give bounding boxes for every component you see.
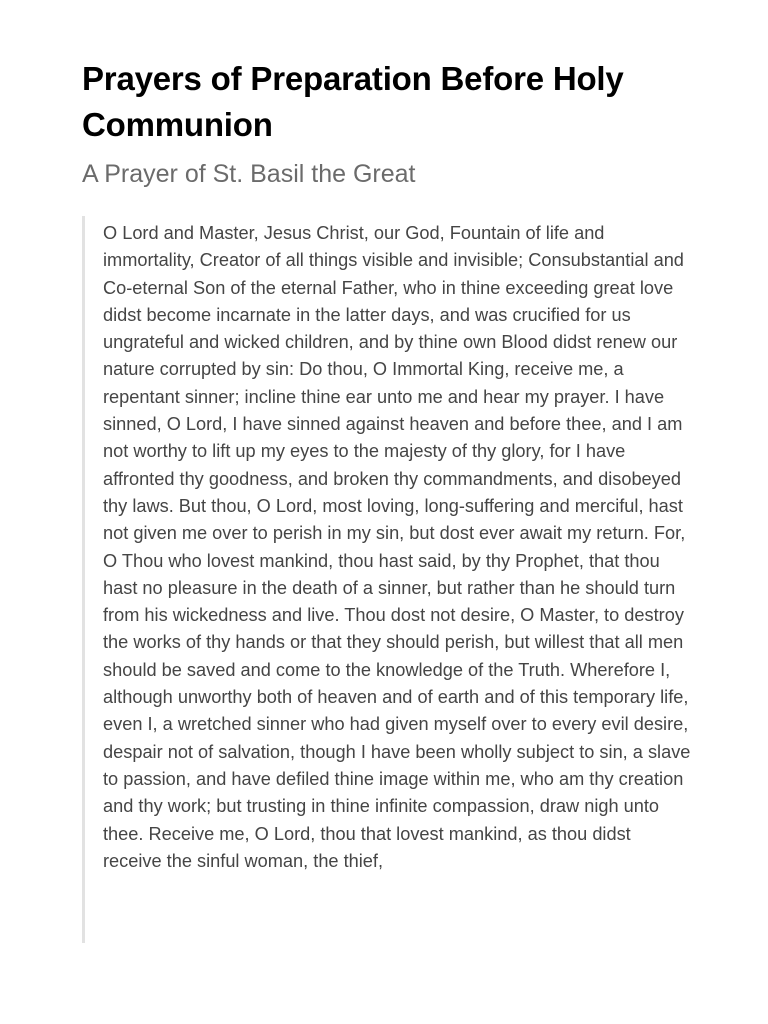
prayer-blockquote xyxy=(82,216,692,943)
prayer-subtitle: A Prayer of St. Basil the Great xyxy=(82,160,416,188)
document-page xyxy=(82,56,692,943)
prayer-text: O Lord and Master, Jesus Christ, our God, Fountain of life and immortality, Creator of all things visible and invisible; Consubstantial and Co-eternal Son of the eternal Father, who in thine exceeding great love didst become incarnate in the latter days, and was crucified for us ungrateful and wicked children, and by thine own Blood didst renew our nature corrupted by sin: Do thou, O Immortal King, receive me, a repentant sinner; incline thine ear unto me and hear my prayer. I have sinned, O Lord, I have sinned against heaven and before thee, and I am not worthy to lift up my eyes to the majesty of thy glory, for I have affronted thy goodness, and broken thy commandments, and disobeyed thy laws. But thou, O Lord, most loving, long-suffering and merciful, hast not given me over to perish in my sin, but dost ever await my return. For, O Thou who lovest mankind, thou hast said, by thy Prophet, that thou hast no pleasure in the death of a sinner, but rather than he should turn from his wickedness and live. Thou dost not desire, O Master, to destroy the works of thy hands or that they should perish, but willest that all men should be saved and come to the knowledge of the Truth. Wherefore I, although unworthy both of heaven and of earth and of this temporary life, even I, a wretched sinner who had given myself over to every evil desire, despair not of salvation, though I have been wholly subject to sin, a slave to passion, and have defiled thine image within me, who am thy creation and thy work; but trusting in thine infinite compassion, draw nigh unto thee. Receive me, O Lord, thou that lovest mankind, as thou didst receive the sinful woman, the thief, xyxy=(103,223,691,871)
page-title: Prayers of Preparation Before Holy Communion xyxy=(82,60,624,143)
